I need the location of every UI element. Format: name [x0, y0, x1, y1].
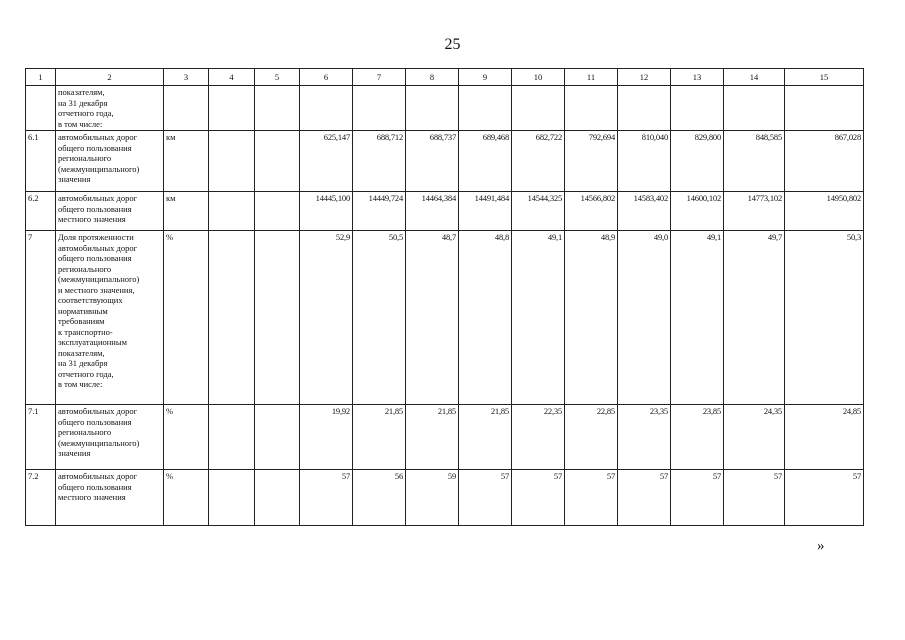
value-cell: 829,800: [671, 131, 724, 192]
header-row: [26, 69, 864, 86]
empty-cell: [255, 86, 300, 131]
column-header: 15: [785, 69, 864, 86]
row-unit: %: [164, 470, 209, 526]
row-index: 7: [26, 231, 56, 405]
value-cell: 14950,802: [785, 192, 864, 231]
row-name: [56, 131, 164, 192]
column-header: 2: [56, 69, 164, 86]
value-cell: 14544,325: [512, 192, 565, 231]
row-unit: %: [164, 405, 209, 470]
table-row: [26, 192, 864, 231]
row-name-line: местного значения: [58, 492, 126, 502]
column-header: 7: [353, 69, 406, 86]
value-cell: 50,5: [353, 231, 406, 405]
row-index: 6.1: [26, 131, 56, 192]
empty-cell: [209, 192, 255, 231]
column-header: 3: [164, 69, 209, 86]
value-cell: 57: [671, 470, 724, 526]
value-cell: 23,85: [671, 405, 724, 470]
value-cell: [406, 86, 459, 131]
row-name-line: отчетного года,: [58, 368, 114, 379]
value-cell: 49,1: [512, 231, 565, 405]
row-name-line: автомобильных дорог: [58, 406, 138, 416]
value-cell: 57: [724, 470, 785, 526]
row-name-line: и местного значения,: [58, 284, 135, 295]
table-row: [26, 470, 864, 526]
value-cell: 49,0: [618, 231, 671, 405]
value-cell: [785, 86, 864, 131]
column-header: 4: [209, 69, 255, 86]
value-cell: 867,028: [785, 131, 864, 192]
row-unit: %: [164, 231, 209, 405]
row-name-line: на 31 декабря: [58, 97, 108, 108]
value-cell: 49,7: [724, 231, 785, 405]
value-cell: 14566,802: [565, 192, 618, 231]
row-name-line: соответствующих: [58, 295, 123, 305]
value-cell: 57: [785, 470, 864, 526]
value-cell: [671, 86, 724, 131]
value-cell: 14445,100: [300, 192, 353, 231]
value-cell: 14449,724: [353, 192, 406, 231]
row-name-line: к транспортно-: [58, 326, 113, 337]
value-cell: 50,3: [785, 231, 864, 405]
value-cell: 14491,484: [459, 192, 512, 231]
row-name: [56, 192, 164, 231]
column-header: 13: [671, 69, 724, 86]
value-cell: [618, 86, 671, 131]
column-header: 14: [724, 69, 785, 86]
page-number: 25: [444, 36, 461, 53]
row-name: [56, 231, 164, 405]
value-cell: [512, 86, 565, 131]
empty-cell: [209, 231, 255, 405]
empty-cell: [209, 405, 255, 470]
row-name-line: (межмуниципального): [58, 437, 140, 448]
row-name: [56, 405, 164, 470]
value-cell: 22,85: [565, 405, 618, 470]
empty-cell: [255, 192, 300, 231]
row-name-line: на 31 декабря: [58, 358, 108, 368]
row-name-line: показателям,: [58, 87, 105, 97]
table-row: [26, 231, 864, 405]
row-name-line: требованиям: [58, 316, 105, 326]
table-row: [26, 131, 864, 192]
column-header: 12: [618, 69, 671, 86]
row-name-line: автомобильных дорог: [58, 132, 138, 142]
row-name-line: отчетного года,: [58, 108, 114, 118]
row-name-line: Доля протяженности: [58, 232, 134, 242]
row-unit: км: [164, 131, 209, 192]
empty-cell: [255, 231, 300, 405]
column-header: 6: [300, 69, 353, 86]
value-cell: 22,35: [512, 405, 565, 470]
row-name-line: показателям,: [58, 347, 105, 358]
empty-cell: [255, 131, 300, 192]
column-header: 9: [459, 69, 512, 86]
value-cell: 24,35: [724, 405, 785, 470]
row-name-line: общего пользования: [58, 142, 132, 153]
column-header: 5: [255, 69, 300, 86]
value-cell: 14583,402: [618, 192, 671, 231]
row-unit: [164, 86, 209, 131]
row-index: 7.2: [26, 470, 56, 526]
row-index: 6.2: [26, 192, 56, 231]
value-cell: 48,8: [459, 231, 512, 405]
row-name-line: в том числе:: [58, 379, 103, 389]
value-cell: 21,85: [353, 405, 406, 470]
value-cell: 848,585: [724, 131, 785, 192]
row-name-line: в том числе:: [58, 118, 103, 129]
row-name-line: общего пользования: [58, 253, 132, 263]
value-cell: 48,7: [406, 231, 459, 405]
value-cell: 688,712: [353, 131, 406, 192]
value-cell: 57: [565, 470, 618, 526]
column-header: 11: [565, 69, 618, 86]
value-cell: 689,468: [459, 131, 512, 192]
value-cell: 14773,102: [724, 192, 785, 231]
row-name-line: значения: [58, 448, 91, 458]
value-cell: [565, 86, 618, 131]
empty-cell: [255, 405, 300, 470]
column-header: 10: [512, 69, 565, 86]
value-cell: 792,694: [565, 131, 618, 192]
value-cell: 625,147: [300, 131, 353, 192]
value-cell: 48,9: [565, 231, 618, 405]
row-name-line: (межмуниципального): [58, 163, 140, 174]
value-cell: [724, 86, 785, 131]
row-index: 7.1: [26, 405, 56, 470]
row-name-line: значения: [58, 174, 91, 184]
value-cell: 21,85: [406, 405, 459, 470]
value-cell: 57: [459, 470, 512, 526]
empty-cell: [209, 86, 255, 131]
row-name-line: общего пользования: [58, 481, 132, 492]
row-name-line: (межмуниципального): [58, 274, 140, 284]
row-name-line: автомобильных дорог: [58, 471, 138, 481]
value-cell: 14600,102: [671, 192, 724, 231]
empty-cell: [255, 470, 300, 526]
table-row: [26, 86, 864, 131]
value-cell: 57: [618, 470, 671, 526]
value-cell: 23,35: [618, 405, 671, 470]
value-cell: 19,92: [300, 405, 353, 470]
row-name-line: нормативным: [58, 305, 108, 316]
value-cell: 59: [406, 470, 459, 526]
value-cell: 57: [512, 470, 565, 526]
value-cell: 49,1: [671, 231, 724, 405]
empty-cell: [209, 470, 255, 526]
value-cell: 14464,384: [406, 192, 459, 231]
empty-cell: [209, 131, 255, 192]
row-unit: км: [164, 192, 209, 231]
value-cell: 52,9: [300, 231, 353, 405]
row-name-line: автомобильных дорог: [58, 242, 138, 253]
row-name-line: эксплуатационным: [58, 337, 127, 347]
row-name: [56, 86, 164, 131]
value-cell: 688,737: [406, 131, 459, 192]
closing-quote: »: [817, 538, 825, 554]
data-table: [25, 68, 864, 526]
row-name-line: общего пользования: [58, 416, 132, 427]
row-name-line: местного значения: [58, 214, 126, 224]
row-name-line: регионального: [58, 427, 112, 437]
table-row: [26, 405, 864, 470]
value-cell: 682,722: [512, 131, 565, 192]
row-name: [56, 470, 164, 526]
value-cell: 810,040: [618, 131, 671, 192]
value-cell: 24,85: [785, 405, 864, 470]
row-name-line: регионального: [58, 263, 112, 274]
value-cell: [459, 86, 512, 131]
column-header: 8: [406, 69, 459, 86]
row-name-line: общего пользования: [58, 203, 132, 214]
row-name-line: автомобильных дорог: [58, 193, 138, 203]
row-name-line: регионального: [58, 153, 112, 163]
value-cell: 21,85: [459, 405, 512, 470]
value-cell: 56: [353, 470, 406, 526]
row-index: [26, 86, 56, 131]
value-cell: [353, 86, 406, 131]
value-cell: [300, 86, 353, 131]
column-header: 1: [26, 69, 56, 86]
value-cell: 57: [300, 470, 353, 526]
